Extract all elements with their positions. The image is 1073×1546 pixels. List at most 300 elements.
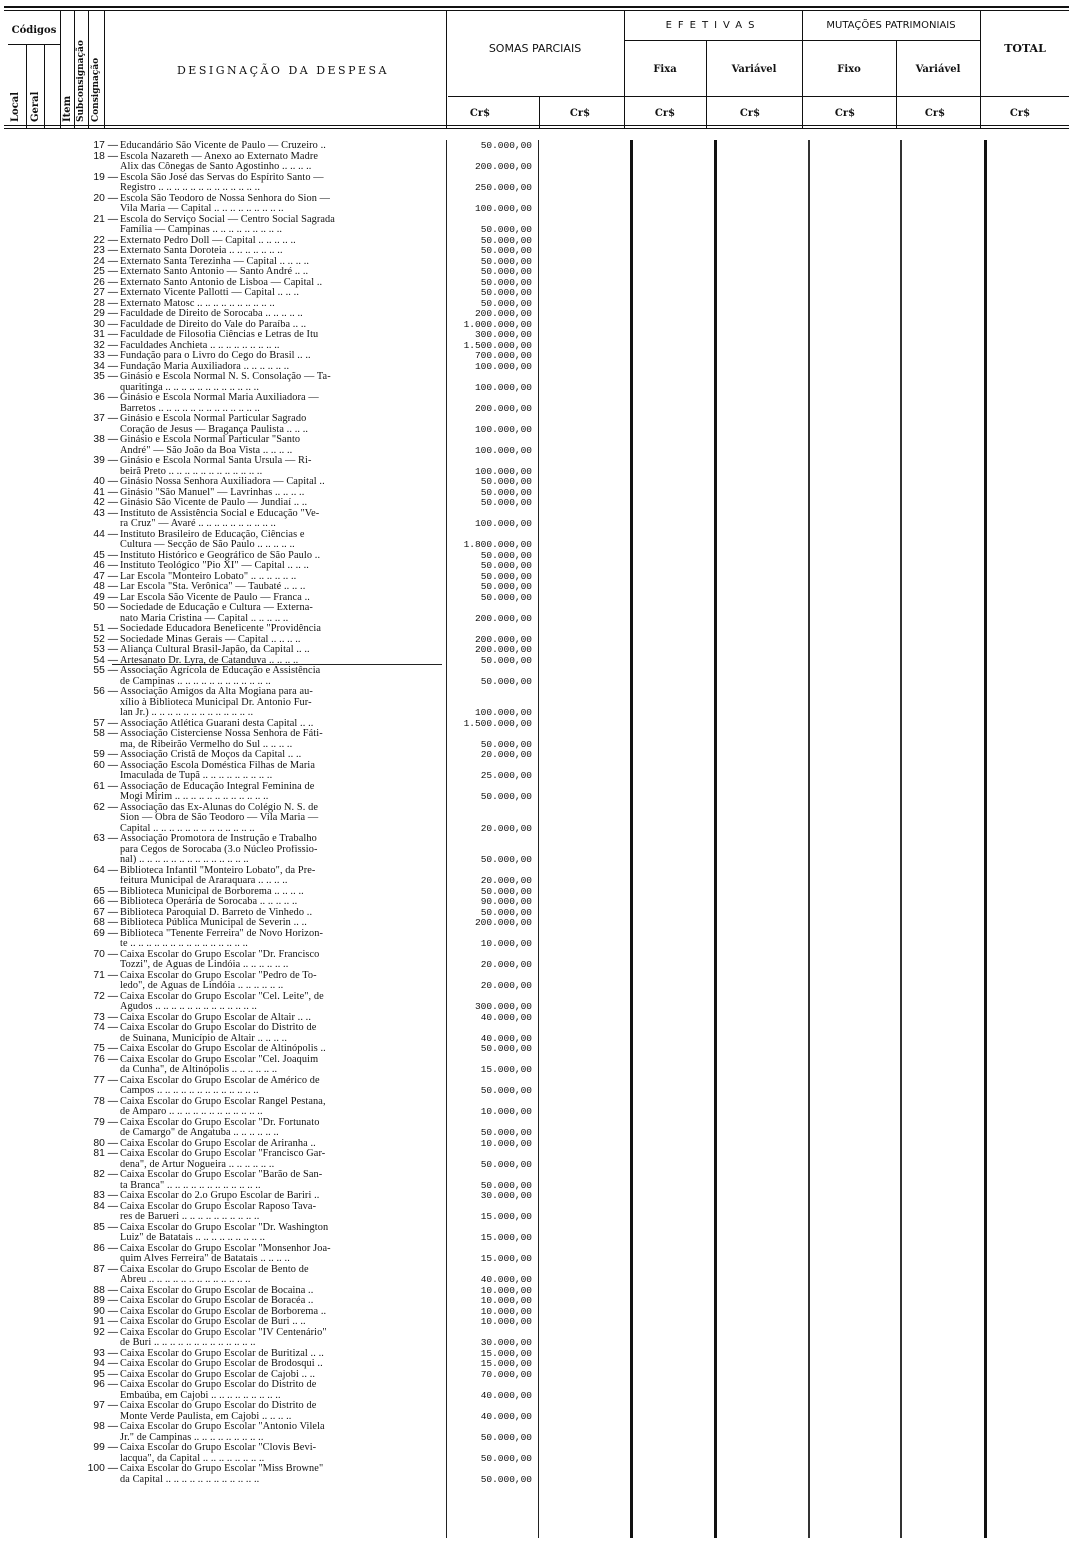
partial-sum-value: 50.000,00 bbox=[480, 255, 532, 267]
expense-description bbox=[120, 1013, 442, 1024]
item-number: 39 — bbox=[93, 455, 118, 466]
item-number: 81 — bbox=[93, 1148, 118, 1159]
currency-label: Cr$ bbox=[654, 108, 676, 119]
description-line: para Cegos de Sorocaba (3.o Núcleo Profissio- bbox=[120, 844, 318, 855]
partial-sum-value: 50.000,00 bbox=[480, 140, 532, 151]
codigos-rule bbox=[8, 44, 60, 45]
item-number: 87 — bbox=[93, 1263, 118, 1275]
expense-description bbox=[120, 1191, 442, 1202]
item-number: 45 — bbox=[93, 549, 118, 561]
table-row bbox=[0, 1223, 1073, 1244]
partial-sum-value: 50.000,00 bbox=[480, 560, 532, 571]
table-row bbox=[0, 1044, 1073, 1055]
item-number: 76 — bbox=[93, 1053, 118, 1065]
item-number: 56 — bbox=[93, 686, 118, 697]
expense-description bbox=[120, 729, 442, 750]
description-line: nal) .. .. .. .. .. .. .. .. .. .. .. .. .. .. bbox=[120, 855, 249, 865]
item-number: 60 — bbox=[93, 759, 118, 771]
header-bottom-rule-2 bbox=[4, 128, 1069, 129]
description-line: Caixa Escolar do Grupo Escolar "Dr. Washington bbox=[120, 1222, 329, 1233]
description-line: Escola Nazareth — Anexo ao Externato Madre bbox=[120, 151, 319, 162]
table-row bbox=[0, 215, 1073, 236]
description-line: Caixa Escolar do 2.o Grupo Escolar de Bariri .. bbox=[120, 1191, 320, 1201]
partial-sum-value: 10.000,00 bbox=[480, 1295, 532, 1306]
item-number: 27 — bbox=[93, 287, 118, 298]
item-number: 50 — bbox=[93, 602, 118, 613]
description-line: lacqua", da Capital .. .. .. .. .. .. .. .. bbox=[120, 1453, 265, 1464]
partial-sum-value: 1.800.000,00 bbox=[463, 539, 532, 550]
partial-sum-value: 50.000,00 bbox=[480, 549, 532, 561]
expense-description bbox=[120, 551, 442, 562]
item-number: 49 — bbox=[93, 591, 118, 603]
table-row bbox=[0, 908, 1073, 919]
table-row bbox=[0, 687, 1073, 719]
table-row bbox=[0, 1118, 1073, 1139]
table-row bbox=[0, 950, 1073, 971]
description-line: xílio à Biblioteca Municipal Dr. Antonio Fur- bbox=[120, 697, 312, 708]
expense-description bbox=[120, 435, 442, 456]
table-row bbox=[0, 750, 1073, 761]
item-number: 72 — bbox=[93, 990, 118, 1002]
table-row bbox=[0, 435, 1073, 456]
expense-description bbox=[120, 530, 442, 551]
table-row bbox=[0, 572, 1073, 583]
expense-description bbox=[120, 1317, 442, 1328]
partial-sum-value: 100.000,00 bbox=[474, 360, 532, 372]
item-number: 91 — bbox=[93, 1316, 118, 1327]
description-line: Caixa Escolar do Grupo Escolar de Cajobi .. .. bbox=[120, 1369, 316, 1380]
description-line: Caixa Escolar do Grupo Escolar "Cel. Joaquim bbox=[120, 1054, 319, 1065]
expense-description bbox=[120, 603, 442, 624]
partial-sum-value: 300.000,00 bbox=[474, 329, 532, 340]
partial-sum-value: 10.000,00 bbox=[480, 1137, 532, 1149]
table-row bbox=[0, 897, 1073, 908]
partial-sum-value: 50.000,00 bbox=[480, 1043, 532, 1054]
item-number: 38 — bbox=[93, 434, 118, 445]
item-number: 83 — bbox=[93, 1190, 118, 1201]
item-number: 35 — bbox=[93, 371, 118, 382]
efetivas-fixa-header: Fixa bbox=[653, 64, 677, 75]
expense-description bbox=[120, 1170, 442, 1191]
table-row bbox=[0, 257, 1073, 268]
description-line: Faculdade de Filosofia Ciências e Letras de Itu bbox=[120, 330, 319, 340]
description-line: Caixa Escolar do Grupo Escolar "Pedro de To- bbox=[120, 970, 317, 981]
description-line: Jr." de Campinas .. .. .. .. .. .. .. .. .. bbox=[120, 1432, 264, 1443]
partial-sum-value: 50.000,00 bbox=[480, 581, 532, 592]
description-line: res de Barueri .. .. .. .. .. .. .. .. .. .. bbox=[120, 1212, 260, 1222]
description-line: Sociedade Minas Gerais — Capital .. .. .. .. bbox=[120, 634, 301, 645]
table-row bbox=[0, 152, 1073, 173]
description-line: ma, de Ribeirão Vermelho do Sul .. .. .. .. bbox=[120, 739, 293, 750]
description-line: feitura Municipal de Araraquara .. .. .. .. bbox=[120, 876, 288, 886]
table-row bbox=[0, 1265, 1073, 1286]
hdr-vline bbox=[74, 10, 75, 128]
expense-description bbox=[120, 1139, 442, 1150]
description-line: beirã Preto .. .. .. .. .. .. .. .. .. .. .. .. bbox=[120, 466, 263, 477]
table-row bbox=[0, 509, 1073, 530]
description-line: Monte Verde Paulista, em Cajobi .. .. .. .. bbox=[120, 1411, 292, 1422]
item-number: 31 — bbox=[93, 329, 118, 340]
table-row bbox=[0, 971, 1073, 992]
table-row bbox=[0, 834, 1073, 866]
expense-description bbox=[120, 761, 442, 782]
description-line: Lar Escola "Monteiro Lobato" .. .. .. .. .. .. bbox=[120, 571, 297, 582]
item-number: 30 — bbox=[93, 318, 118, 330]
partial-sum-value: 50.000,00 bbox=[480, 476, 532, 487]
partial-sum-value: 100.000,00 bbox=[474, 465, 532, 477]
partial-sum-value: 50.000,00 bbox=[480, 570, 532, 582]
description-line: Externato Santo Antonio de Lisboa — Capital .. bbox=[120, 277, 323, 288]
expense-description bbox=[120, 257, 442, 268]
partial-sum-value: 10.000,00 bbox=[480, 1284, 532, 1296]
expense-description bbox=[120, 1097, 442, 1118]
expense-description bbox=[120, 1349, 442, 1360]
table-row bbox=[0, 719, 1073, 730]
somas-parciais-header: SOMAS PARCIAIS bbox=[488, 42, 582, 55]
description-line: Externato Matosc .. .. .. .. .. .. .. .. .. .. bbox=[120, 298, 275, 309]
partial-sum-value: 20.000,00 bbox=[480, 875, 532, 886]
expense-description bbox=[120, 141, 442, 152]
description-line: de Camargo" de Angatuba .. .. .. .. .. .. bbox=[120, 1128, 279, 1138]
expense-description bbox=[120, 561, 442, 572]
expense-description bbox=[120, 971, 442, 992]
table-row bbox=[0, 1202, 1073, 1223]
description-line: Escola São Teodoro de Nossa Senhora do Sion — bbox=[120, 193, 331, 204]
expense-description bbox=[120, 635, 442, 646]
efetivas-variavel-header: Variável bbox=[731, 64, 777, 75]
hdr-vline bbox=[104, 10, 105, 128]
table-row bbox=[0, 1359, 1073, 1370]
item-number: 59 — bbox=[93, 749, 118, 760]
table-row bbox=[0, 1296, 1073, 1307]
description-line: Fundação para o Livro do Cego do Brasil .. .. bbox=[120, 351, 311, 361]
item-number: 24 — bbox=[93, 255, 118, 267]
item-number: 70 — bbox=[93, 948, 118, 960]
table-row bbox=[0, 477, 1073, 488]
expense-description bbox=[120, 330, 442, 341]
partial-sum-value: 90.000,00 bbox=[480, 896, 532, 907]
partial-sum-value: 50.000,00 bbox=[480, 234, 532, 246]
item-number: 22 — bbox=[93, 234, 118, 246]
item-number: 48 — bbox=[93, 581, 118, 592]
partial-sum-value: 50.000,00 bbox=[480, 854, 532, 865]
partial-sum-value: 30.000,00 bbox=[480, 1190, 532, 1201]
description-line: de Suinana, Município de Altair .. .. .. .. bbox=[120, 1033, 288, 1044]
expense-description bbox=[120, 1359, 442, 1370]
partial-sum-value: 10.000,00 bbox=[480, 938, 532, 949]
description-line: Embaúba, em Cajobi .. .. .. .. .. .. .. .. .. bbox=[120, 1390, 281, 1401]
expense-description bbox=[120, 456, 442, 477]
codigos-label: Códigos bbox=[11, 25, 57, 36]
description-line: ra Cruz" — Avaré .. .. .. .. .. .. .. .. .. .. bbox=[120, 519, 276, 529]
description-line: Sociedade de Educação e Cultura — Externa- bbox=[120, 603, 313, 613]
item-number: 28 — bbox=[93, 297, 118, 309]
description-line: Biblioteca Municipal de Borborema .. .. .. .. bbox=[120, 886, 304, 897]
item-number: 86 — bbox=[93, 1242, 118, 1254]
table-row bbox=[0, 918, 1073, 929]
expense-description bbox=[120, 687, 442, 719]
table-row bbox=[0, 1170, 1073, 1191]
item-number: 32 — bbox=[93, 339, 118, 351]
currency-label: Cr$ bbox=[469, 108, 491, 119]
table-row bbox=[0, 299, 1073, 310]
item-number: 19 — bbox=[93, 171, 118, 183]
hdr-vline bbox=[44, 44, 45, 128]
description-line: Instituto Brasileiro de Educação, Ciências e bbox=[120, 529, 305, 540]
description-line: Tozzi", de Águas de Lindóia .. .. .. .. .. .. bbox=[120, 960, 289, 970]
description-line: Faculdades Anchieta .. .. .. .. .. .. .. .. .. bbox=[120, 340, 280, 351]
description-line: Faculdade de Direito de Sorocaba .. .. .. .. .. bbox=[120, 309, 303, 319]
description-line: Associação de Educação Integral Feminina de bbox=[120, 781, 315, 792]
table-row bbox=[0, 288, 1073, 299]
expense-description bbox=[120, 488, 442, 499]
partial-sum-value: 50.000,00 bbox=[480, 276, 532, 288]
partial-sum-value: 200.000,00 bbox=[474, 161, 532, 172]
item-number: 36 — bbox=[93, 392, 118, 403]
description-line: Caixa Escolar do Grupo Escolar de Brodosqui .. bbox=[120, 1359, 323, 1369]
table-row bbox=[0, 656, 1073, 667]
expense-description bbox=[120, 719, 442, 730]
description-line: quim Alves Ferreira" de Batatais .. .. .. .. bbox=[120, 1254, 290, 1264]
item-number: 43 — bbox=[93, 507, 118, 519]
description-line: Caixa Escolar do Grupo Escolar "Monsenhor Joa- bbox=[120, 1243, 331, 1254]
description-line: Sociedade Educadora Beneficente "Providência bbox=[120, 624, 322, 634]
expense-description bbox=[120, 215, 442, 236]
description-line: Caixa Escolar do Grupo Escolar "Dr. Francisco bbox=[120, 949, 320, 960]
expense-description bbox=[120, 393, 442, 414]
table-row bbox=[0, 645, 1073, 656]
description-line: Faculdade de Direito do Vale do Paraíba .. .. bbox=[120, 319, 307, 330]
expense-description bbox=[120, 299, 442, 310]
description-line: Caixa Escolar do Grupo Escolar de Buri .. .. bbox=[120, 1317, 306, 1327]
description-line: quaritinga .. .. .. .. .. .. .. .. .. .. .. .. bbox=[120, 382, 260, 393]
table-row bbox=[0, 1076, 1073, 1097]
item-number: 18 — bbox=[93, 150, 118, 162]
description-line: Associação Agrícola de Educação e Assistência bbox=[120, 666, 321, 676]
item-number: 37 — bbox=[93, 413, 118, 424]
item-number: 41 — bbox=[93, 486, 118, 498]
item-number: 61 — bbox=[93, 780, 118, 792]
expense-description bbox=[120, 918, 442, 929]
table-row bbox=[0, 278, 1073, 289]
item-number: 51 — bbox=[93, 623, 118, 634]
description-line: Instituto Histórico e Geográfico de São Paulo .. bbox=[120, 550, 321, 561]
expense-description bbox=[120, 950, 442, 971]
partial-sum-value: 40.000,00 bbox=[480, 1389, 532, 1401]
description-line: Família — Campinas .. .. .. .. .. .. .. .. .. bbox=[120, 225, 283, 235]
item-number: 52 — bbox=[93, 633, 118, 645]
partial-sum-value: 10.000,00 bbox=[480, 1316, 532, 1327]
table-row bbox=[0, 992, 1073, 1013]
partial-sum-value: 10.000,00 bbox=[480, 1305, 532, 1317]
expense-description bbox=[120, 1202, 442, 1223]
description-line: Artesanato Dr. Lyra, de Catanduva .. .. .. .. bbox=[120, 655, 299, 666]
description-line: da Capital .. .. .. .. .. .. .. .. .. .. .. .. bbox=[120, 1474, 260, 1485]
description-line: Caixa Escolar do Grupo Escolar de Buritizal .. .. bbox=[120, 1348, 324, 1359]
item-number: 77 — bbox=[93, 1074, 118, 1086]
partial-sum-value: 70.000,00 bbox=[480, 1368, 532, 1380]
item-number: 29 — bbox=[93, 308, 118, 319]
description-line: Vila Maria — Capital .. .. .. .. .. .. .. .. .. bbox=[120, 204, 284, 214]
partial-sum-value: 100.000,00 bbox=[474, 518, 532, 529]
description-line: Ginásio São Vicente de Paulo — Jundiaí .. .. bbox=[120, 498, 308, 508]
table-row bbox=[0, 236, 1073, 247]
table-row bbox=[0, 1307, 1073, 1318]
description-line: Ginásio e Escola Normal Particular "Santo bbox=[120, 435, 301, 445]
col-consignacao: Consignação bbox=[91, 57, 101, 122]
expense-description bbox=[120, 1443, 442, 1464]
partial-sum-value: 100.000,00 bbox=[474, 707, 532, 718]
currency-label: Cr$ bbox=[569, 108, 591, 119]
description-line: Educandário São Vicente de Paulo — Cruzeiro .. bbox=[120, 141, 326, 151]
item-number: 65 — bbox=[93, 885, 118, 897]
expense-description bbox=[120, 1307, 442, 1318]
table-row bbox=[0, 1244, 1073, 1265]
expense-description bbox=[120, 267, 442, 278]
expense-description bbox=[120, 1370, 442, 1381]
description-line: ledo", de Águas de Lindóia .. .. .. .. .. .. bbox=[120, 981, 284, 991]
expense-description bbox=[120, 320, 442, 331]
partial-sum-value: 50.000,00 bbox=[480, 1158, 532, 1170]
partial-sum-value: 50.000,00 bbox=[480, 1452, 532, 1464]
item-number: 62 — bbox=[93, 801, 118, 813]
description-line: Caixa Escolar do Grupo Escolar do Distrito de bbox=[120, 1023, 317, 1033]
item-number: 69 — bbox=[93, 927, 118, 939]
item-number: 17 — bbox=[93, 140, 118, 151]
description-line: te .. .. .. .. .. .. .. .. .. .. .. .. .. .. .. bbox=[120, 939, 248, 949]
table-row bbox=[0, 246, 1073, 257]
description-line: Escola São José das Servas do Espírito Santo — bbox=[120, 172, 324, 183]
description-line: Caixa Escolar do Grupo Escolar de Altinópolis .. bbox=[120, 1044, 326, 1054]
item-number: 25 — bbox=[93, 266, 118, 277]
table-row bbox=[0, 1380, 1073, 1401]
expense-description bbox=[120, 1223, 442, 1244]
partial-sum-value: 15.000,00 bbox=[480, 1064, 532, 1075]
description-line: Caixa Escolar do Grupo Escolar "Cel. Leite", de bbox=[120, 991, 324, 1002]
description-line: Externato Santa Doroteia .. .. .. .. .. .. .. bbox=[120, 246, 283, 256]
description-line: Caixa Escolar do Grupo Escolar do Distrito de bbox=[120, 1401, 317, 1411]
expense-description bbox=[120, 1149, 442, 1170]
table-row bbox=[0, 173, 1073, 194]
partial-sum-value: 200.000,00 bbox=[474, 308, 532, 319]
mutacoes-header: MUTAÇÕES PATRIMONIAIS bbox=[826, 20, 956, 31]
partial-sum-value: 50.000,00 bbox=[480, 1179, 532, 1191]
item-number: 66 — bbox=[93, 896, 118, 907]
description-line: Associação Amigos da Alta Mogiana para au- bbox=[120, 687, 313, 697]
partial-sum-value: 50.000,00 bbox=[480, 675, 532, 687]
partial-sum-value: 200.000,00 bbox=[474, 633, 532, 645]
partial-sum-value: 15.000,00 bbox=[480, 1347, 532, 1359]
expense-description bbox=[120, 897, 442, 908]
item-number: 74 — bbox=[93, 1022, 118, 1033]
description-line: ta Branca" .. .. .. .. .. .. .. .. .. .. .. .. bbox=[120, 1180, 261, 1191]
partial-sum-value: 50.000,00 bbox=[480, 654, 532, 666]
description-line: Registro .. .. .. .. .. .. .. .. .. .. .. .. .. bbox=[120, 183, 260, 193]
table-row bbox=[0, 498, 1073, 509]
description-line: Fundação Maria Auxiliadora .. .. .. .. .. .. bbox=[120, 361, 290, 372]
table-row bbox=[0, 1149, 1073, 1170]
expense-description bbox=[120, 288, 442, 299]
partial-sum-value: 50.000,00 bbox=[480, 738, 532, 750]
description-line: Externato Santo Antonio — Santo André .. .. bbox=[120, 267, 309, 277]
header-bottom-rule bbox=[4, 125, 1069, 126]
expense-description bbox=[120, 1286, 442, 1297]
col-item: Item bbox=[62, 95, 73, 122]
item-number: 67 — bbox=[93, 906, 118, 918]
description-line: Caixa Escolar do Grupo Escolar "Clovis Bevi- bbox=[120, 1443, 317, 1453]
hdr-vline bbox=[539, 96, 540, 128]
table-row bbox=[0, 488, 1073, 499]
partial-sum-value: 20.000,00 bbox=[480, 749, 532, 760]
description-line: Caixa Escolar do Grupo Escolar Rangel Pestana, bbox=[120, 1096, 326, 1107]
description-line: André" — São João da Boa Vista .. .. .. .. bbox=[120, 445, 293, 456]
partial-sum-value: 100.000,00 bbox=[474, 381, 532, 393]
table-row bbox=[0, 1349, 1073, 1360]
col-geral: Geral bbox=[30, 91, 41, 122]
item-number: 92 — bbox=[93, 1326, 118, 1338]
partial-sum-value: 200.000,00 bbox=[474, 644, 532, 655]
description-line: Caixa Escolar do Grupo Escolar "Francisco Gar- bbox=[120, 1149, 326, 1159]
expense-description bbox=[120, 1244, 442, 1265]
partial-sum-value: 50.000,00 bbox=[480, 791, 532, 802]
expense-description bbox=[120, 498, 442, 509]
item-number: 34 — bbox=[93, 360, 118, 372]
description-line: Caixa Escolar do Grupo Escolar "IV Centenário" bbox=[120, 1327, 327, 1338]
table-row bbox=[0, 1317, 1073, 1328]
description-line: Luiz" de Batatais .. .. .. .. .. .. .. .. .. bbox=[120, 1233, 266, 1243]
table-row bbox=[0, 666, 1073, 687]
description-line: Externato Santa Terezinha — Capital .. .. .. .. bbox=[120, 256, 310, 267]
expense-description bbox=[120, 866, 442, 887]
description-line: Abreu .. .. .. .. .. .. .. .. .. .. .. .. .. bbox=[120, 1275, 251, 1285]
item-number: 54 — bbox=[93, 654, 118, 666]
expense-description bbox=[120, 656, 442, 667]
expense-description bbox=[120, 341, 442, 352]
description-line: de Buri .. .. .. .. .. .. .. .. .. .. .. .. .. bbox=[120, 1338, 256, 1348]
table-row bbox=[0, 551, 1073, 562]
table-row bbox=[0, 393, 1073, 414]
hdr-vline bbox=[446, 10, 447, 128]
description-line: Aliança Cultural Brasil-Japão, da Capital .. .. bbox=[120, 645, 310, 655]
table-row bbox=[0, 341, 1073, 352]
partial-sum-value: 20.000,00 bbox=[480, 959, 532, 970]
item-number: 71 — bbox=[93, 969, 118, 981]
partial-sum-value: 200.000,00 bbox=[474, 917, 532, 928]
description-line: Coração de Jesus — Bragança Paulista .. .. .. bbox=[120, 424, 309, 435]
partial-sum-value: 50.000,00 bbox=[480, 245, 532, 256]
table-row bbox=[0, 782, 1073, 803]
expense-description bbox=[120, 1328, 442, 1349]
partial-sum-value: 1.500.000,00 bbox=[463, 339, 532, 351]
partial-sum-value: 100.000,00 bbox=[474, 203, 532, 214]
partial-sum-value: 15.000,00 bbox=[480, 1211, 532, 1222]
mutacoes-variavel-header: Variável bbox=[915, 64, 961, 75]
expense-description bbox=[120, 173, 442, 194]
partial-sum-value: 40.000,00 bbox=[480, 1410, 532, 1422]
partial-sum-value: 30.000,00 bbox=[480, 1337, 532, 1348]
partial-sum-value: 250.000,00 bbox=[474, 182, 532, 193]
item-number: 21 — bbox=[93, 213, 118, 225]
expense-description bbox=[120, 1076, 442, 1097]
expense-description bbox=[120, 1055, 442, 1076]
partial-sum-value: 20.000,00 bbox=[480, 822, 532, 834]
item-number: 23 — bbox=[93, 245, 118, 256]
item-number: 75 — bbox=[93, 1043, 118, 1054]
expense-description bbox=[120, 582, 442, 593]
description-line: Lar Escola "Sta. Verônica" — Taubaté .. .. .. bbox=[120, 582, 306, 592]
table-row bbox=[0, 929, 1073, 950]
table-row bbox=[0, 1013, 1073, 1024]
